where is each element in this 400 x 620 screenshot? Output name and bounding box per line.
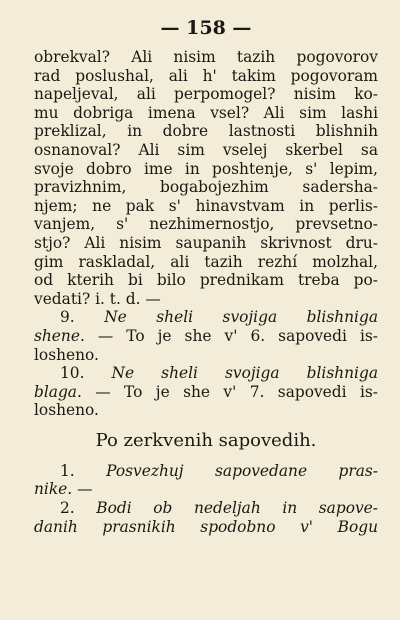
church-item-1-italic-2: nike. — [34, 480, 73, 499]
paragraph-line: pravizhnim, bogabojezhim sadersha- — [34, 178, 378, 197]
paragraph-line: vedati? i. t. d. — — [34, 289, 161, 308]
item-10-number: 10. — [60, 364, 85, 383]
paragraph-line: obrekval? Ali nisim tazih pogovorov — [34, 48, 378, 66]
church-item-2-line-2 — [34, 518, 378, 537]
item-10 — [34, 364, 378, 420]
item-9-italic-2: shene. — [34, 326, 85, 345]
church-item-1-italic-1: Posvezhuj sapovedane pras- — [106, 461, 378, 480]
item-9-rest: — To je she v' 6. sapovedi is- — [84, 326, 378, 345]
church-item-1-line-1 — [34, 462, 378, 481]
paragraph-line: preklizal, in dobre lastnosti blishnih — [34, 122, 378, 141]
item-10-italic-1: Ne sheli svojiga blishniga — [111, 364, 378, 383]
item-9-italic-1: Ne sheli svojiga blishniga — [104, 308, 378, 327]
church-item-2 — [34, 499, 378, 536]
item-9-line-2 — [34, 327, 378, 346]
paragraph-line: vanjem, s' nezhimernostjo, prevsetno- — [34, 215, 378, 234]
paragraph-line: gim raskladal, ali tazih rezhí molzhal, — [34, 252, 378, 271]
church-item-2-number: 2. — [60, 499, 75, 518]
church-item-1-number: 1. — [60, 461, 75, 480]
item-10-rest: — To je she v' 7. sapovedi is- — [81, 382, 378, 401]
paragraph-line: svoje dobro ime in poshtenje, s' lepim, — [34, 159, 378, 178]
paragraph-line: njem; ne pak s' hinavstvam in perlis- — [34, 196, 378, 215]
paragraph-line: mu dobriga imena vsel? Ali sim lashi — [34, 103, 378, 122]
paragraph-line: rad poslushal, ali h' takim pogovoram — [34, 66, 378, 85]
paragraph-line: stjo? Ali nisim saupanih skrivnost dru- — [34, 233, 378, 252]
church-item-1-line-2 — [34, 480, 378, 499]
church-item-2-line-1 — [34, 499, 378, 518]
church-item-2-italic-1: Bodi ob nedeljah in sapove- — [96, 499, 378, 518]
section-title: Po zerkvenih sapovedih. — [95, 429, 317, 451]
item-9-line-1 — [34, 308, 378, 327]
church-item-1-rest: — — [72, 480, 93, 499]
item-10-italic-2: blaga. — [34, 382, 82, 401]
church-item-1 — [34, 462, 378, 499]
item-10-line-3: losheno. — [34, 401, 99, 420]
paragraph-line: osnanoval? Ali sim vselej skerbel sa — [34, 140, 378, 159]
item-10-line-2 — [34, 383, 378, 402]
page-number: — 158 — — [160, 17, 252, 39]
paragraph-line: od kterih bi bilo prednikam treba po- — [34, 271, 378, 290]
church-item-2-italic-2: danih prasnikih spodobno v' Bogu — [34, 517, 378, 536]
paragraph-line: napeljeval, ali perpomogel? nisim ko- — [34, 85, 378, 104]
item-9-number: 9. — [60, 308, 75, 327]
item-9-line-3: losheno. — [34, 345, 99, 364]
item-9 — [34, 308, 378, 364]
item-10-line-1 — [34, 364, 378, 383]
paragraph-confession-questions — [34, 48, 378, 308]
